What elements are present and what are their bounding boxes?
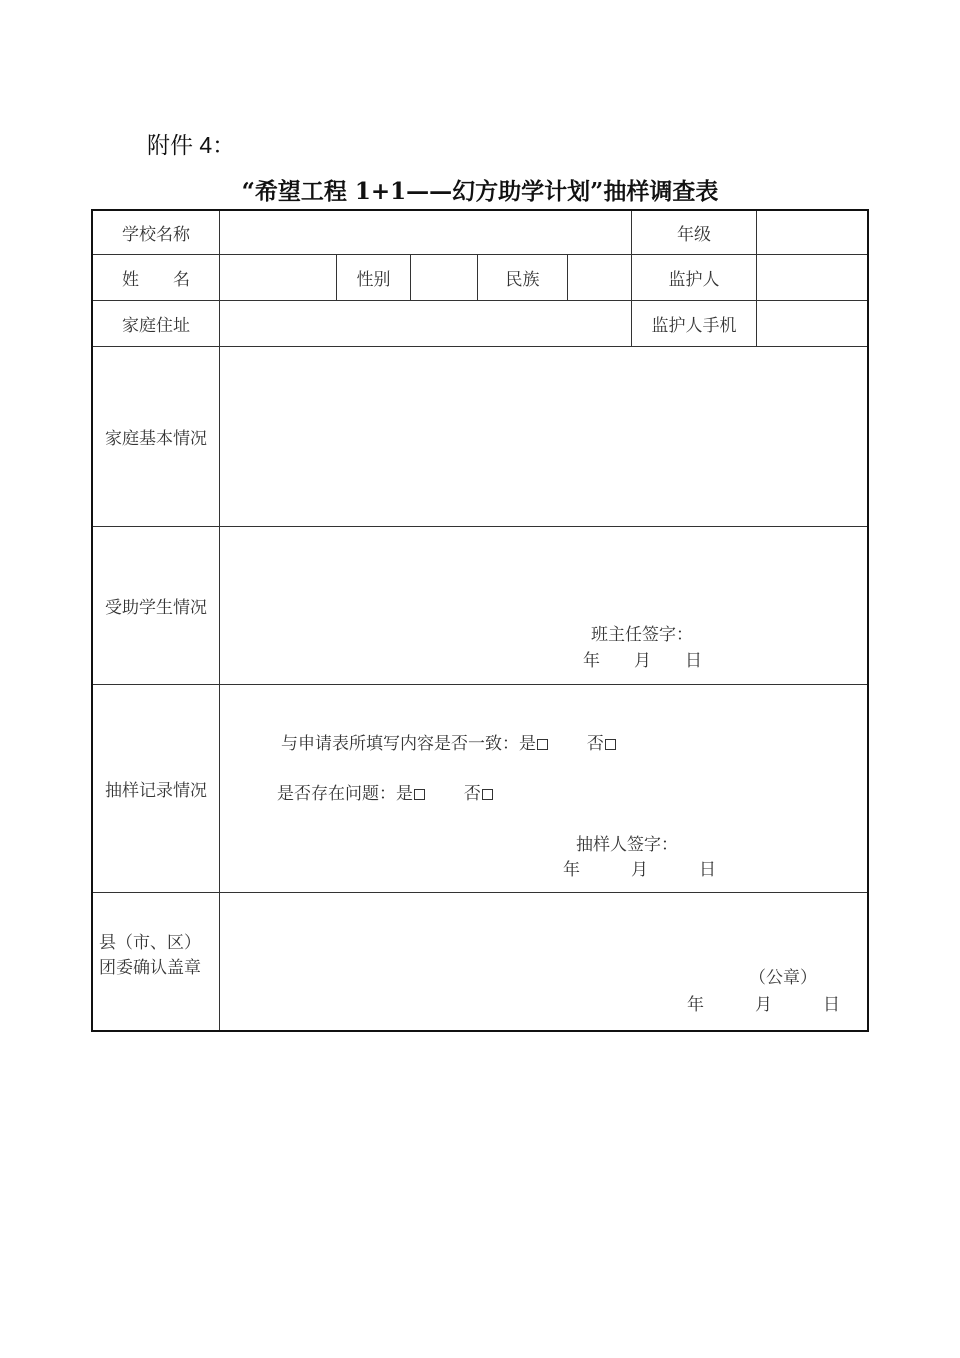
problem-question-text: 是否存在问题：是 bbox=[277, 784, 413, 804]
official-seal-label: （公章） bbox=[749, 968, 817, 988]
consistency-question-text: 与申请表所填写内容是否一致：是 bbox=[281, 734, 536, 754]
name-field[interactable] bbox=[220, 255, 336, 300]
guardian-phone-field[interactable] bbox=[757, 301, 867, 346]
grade-field[interactable] bbox=[757, 211, 867, 254]
gender-field[interactable] bbox=[411, 255, 477, 300]
ethnicity-field[interactable] bbox=[568, 255, 631, 300]
gender-label: 性别 bbox=[356, 270, 391, 290]
consistent-no-label: 否 bbox=[586, 734, 604, 754]
address-label: 家庭住址 bbox=[122, 316, 190, 336]
seal-date-label: 年 月 日 bbox=[687, 995, 840, 1015]
teacher-date-label: 年 月 日 bbox=[583, 651, 702, 671]
sampling-record-label: 抽样记录情况 bbox=[105, 781, 207, 801]
ethnicity-label: 民族 bbox=[505, 270, 540, 290]
address-field[interactable] bbox=[220, 301, 631, 346]
school-name-field[interactable] bbox=[220, 211, 631, 254]
county-label-line2: 团委确认盖章 bbox=[99, 957, 201, 978]
county-confirm-label bbox=[99, 893, 219, 1030]
county-label-line1: 县（市、区） bbox=[99, 932, 201, 953]
family-basic-field[interactable] bbox=[220, 347, 867, 526]
consistency-question bbox=[281, 729, 616, 754]
sampler-date-label: 年 月 日 bbox=[563, 860, 716, 880]
school-name-label: 学校名称 bbox=[122, 225, 190, 245]
survey-form-table bbox=[91, 209, 869, 1032]
problem-no-checkbox[interactable] bbox=[482, 789, 493, 800]
guardian-label: 监护人 bbox=[668, 270, 720, 290]
problem-yes-checkbox[interactable] bbox=[414, 789, 425, 800]
name-label: 姓 名 bbox=[122, 270, 190, 290]
guardian-field[interactable] bbox=[757, 255, 867, 300]
problem-no-label: 否 bbox=[463, 784, 481, 804]
guardian-phone-label: 监护人手机 bbox=[651, 316, 737, 336]
consistent-no-checkbox[interactable] bbox=[605, 739, 616, 750]
problem-question bbox=[277, 779, 493, 804]
sampler-signature-label: 抽样人签字： bbox=[576, 835, 678, 855]
attachment-label: 附件 4： bbox=[147, 132, 236, 158]
consistent-yes-checkbox[interactable] bbox=[537, 739, 548, 750]
grade-label: 年级 bbox=[677, 225, 711, 245]
teacher-signature-label: 班主任签字： bbox=[591, 625, 693, 645]
student-status-label: 受助学生情况 bbox=[105, 598, 207, 618]
form-title: “希望工程 1+1——幻方助学计划”抽样调查表 bbox=[241, 178, 719, 205]
family-basic-label: 家庭基本情况 bbox=[105, 429, 207, 449]
